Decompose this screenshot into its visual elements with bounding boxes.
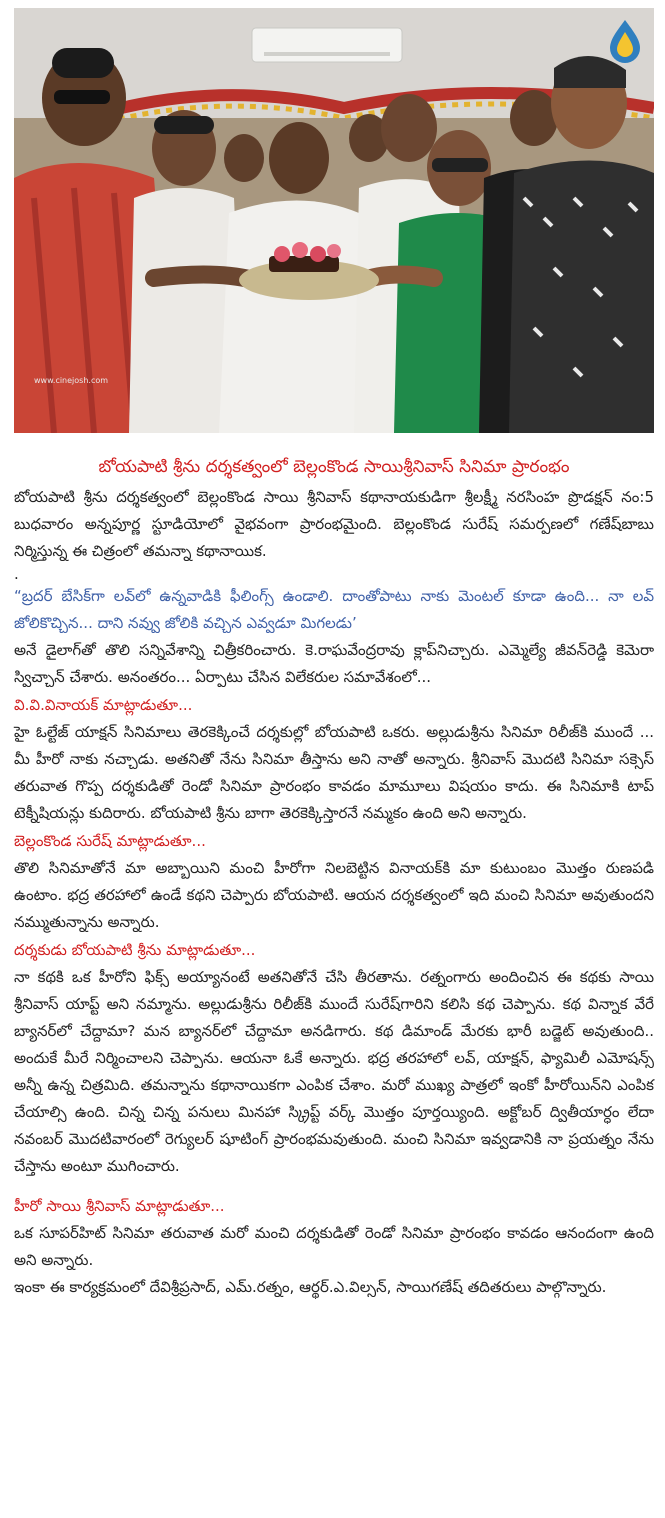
section-body-vinayak: హై ఓల్టేజ్ యాక్షన్ సినిమాలు తెరకెక్కించే దర్శకుల్లో బోయపాటి ఒకరు. అల్లుడుశ్రీను సినిమా రిలీజ్‌కి ముందే ... మీ హీరో నాకు నచ్చాడు. అతనితో నేను సినిమా తీస్తాను అని నాతో అన్నారు. శ్రీనివాస్ మొదటి సినిమా సక్సెస్ తరువాత గొప్ప దర్శకుడితో రెండో సినిమా ప్రారంభం కావడం మామూలు విషయం కాదు. ఈ సినిమాకి టాప్ టెక్నీషియన్లు కుదిరారు. బోయపాటి శ్రీను బాగా తెరకెక్కిస్తారనే నమ్మకం ఉంది అని అన్నారు. xyxy=(14,723,654,822)
after-quote-text: అనే డైలాగ్‌తో తొలి సన్నివేశాన్ని చిత్రీకరించారు. కె.రాఘవేంద్రరావు క్లాప్‌నిచ్చారు. ఎమ్మెల్యే జీవన్‌రెడ్డి కెమెరా స్విచ్చాన్ చేశారు. అనంతరం... ఏర్పాటు చేసిన విలేకరుల సమావేశంలో... xyxy=(14,641,654,686)
dialogue-quote: “బ్రదర్ బేసిక్‌గా లవ్‌లో ఉన్నవాడికి ఫీలింగ్స్ ఉండాలి. దాంతోపాటు నాకు మెంటల్ కూడా ఉంది... నా లవ్ జోలికొచ్చిన... దాని నవ్వు జోలికి వచ్చిన ఎవ్వడూ మిగలడు’ xyxy=(14,587,654,632)
article-headline: బోయపాటి శ్రీను దర్శకత్వంలో బెల్లంకొండ సాయిశ్రీనివాస్ సినిమా ప్రారంభం xyxy=(98,457,570,477)
event-photo xyxy=(14,8,654,433)
section-heading-sai-srinivas: హీరో సాయి శ్రీనివాస్ మాట్లాడుతూ... xyxy=(14,1197,225,1215)
separator-dot: . xyxy=(14,565,19,583)
section-heading-suresh: బెల్లంకొండ సురేష్ మాట్లాడుతూ... xyxy=(14,832,206,850)
site-logo-icon xyxy=(606,18,644,64)
section-body-sai-srinivas: ఒక సూపర్‌హిట్ సినిమా తరువాత మరో మంచి దర్శకుడితో రెండో సినిమా ప్రారంభం కావడం ఆనందంగా ఉంది అని అన్నారు. xyxy=(14,1224,654,1269)
photo-credit: www.cinejosh.com xyxy=(34,376,109,385)
closing-text: ఇంకా ఈ కార్యక్రమంలో దేవిశ్రీప్రసాద్, ఎమ్.రత్నం, ఆర్థర్.ఎ.విల్సన్, సాయిగణేష్ తదితరులు పాల్గొన్నారు. xyxy=(14,1278,607,1296)
event-photo-illustration xyxy=(14,8,654,433)
section-heading-boyapati: దర్శకుడు బోయపాటి శ్రీను మాట్లాడుతూ... xyxy=(14,941,256,959)
article xyxy=(14,452,654,1301)
section-heading-vinayak: వి.వి.వినాయక్ మాట్లాడుతూ... xyxy=(14,696,193,714)
article-intro: బోయపాటి శ్రీను దర్శకత్వంలో బెల్లంకొండ సాయి శ్రీనివాస్ కథానాయకుడిగా శ్రీలక్ష్మీ నరసింహ ప్రొడక్షన్ నం:5 బుధవారం అన్నపూర్ణ స్టూడియోలో వైభవంగా ప్రారంభమైంది. బెల్లంకొండ సురేష్ సమర్పణలో గణేష్‌బాబు నిర్మిస్తున్న ఈ చిత్రంలో తమన్నా కథానాయిక. xyxy=(14,488,654,560)
section-body-boyapati: నా కథకి ఒక హీరోని ఫిక్స్ అయ్యానంటే అతనితోనే చేసి తీరతాను. రత్నంగారు అందించిన ఈ కథకు సాయి శ్రీనివాస్ యాప్ట్ అని నమ్మాను. అల్లుడుశ్రీను రిలీజ్‌కి ముందే సురేష్‌గారిని కలిసి కథ చెప్పాను. కథ విన్నాక వేరే బ్యానర్‌లో చేద్దామా? మన బ్యానర్‌లో చేద్దామా అనడిగారు. కథ డిమాండ్ మేరకు భారీ బడ్జెట్ అవుతుంది.. అందుకే మీరే నిర్మించాలని చెప్పాను. ఆయనా ఓకే అన్నారు. భద్ర తరహాలో లవ్, యాక్షన్, ఫ్యామిలీ ఎమోషన్స్ అన్నీ ఉన్న చిత్రమిది. తమన్నాను కథానాయికగా ఎంపిక చేశాం. మరో ముఖ్య పాత్రలో ఇంకో హీరోయిన్‌ని ఎంపిక చేయాల్సి ఉంది. చిన్న చిన్న పనులు మినహా స్క్రిప్ట్ వర్క్ మొత్తం పూర్తయ్యింది. అక్టోబర్ ద్వితీయార్ధం లేదా నవంబర్ మొదటివారంలో రెగ్యులర్ షూటింగ్ ప్రారంభమవుతుంది. మంచి సినిమా ఇవ్వడానికి నా ప్రయత్నం నేను చేస్తాను అంటూ ముగించారు. xyxy=(14,968,654,1175)
section-body-suresh: తొలి సినిమాతోనే మా అబ్బాయిని మంచి హీరోగా నిలబెట్టిన వినాయక్‌కి మా కుటుంబం మొత్తం రుణపడి ఉంటాం. భద్ర తరహాలో ఉండే కథని చెప్పారు బోయపాటి. ఆయన దర్శకత్వంలో ఇది మంచి సినిమా అవుతుందని నమ్ముతున్నాను అన్నారు. xyxy=(14,859,654,931)
spacer xyxy=(14,1180,654,1192)
